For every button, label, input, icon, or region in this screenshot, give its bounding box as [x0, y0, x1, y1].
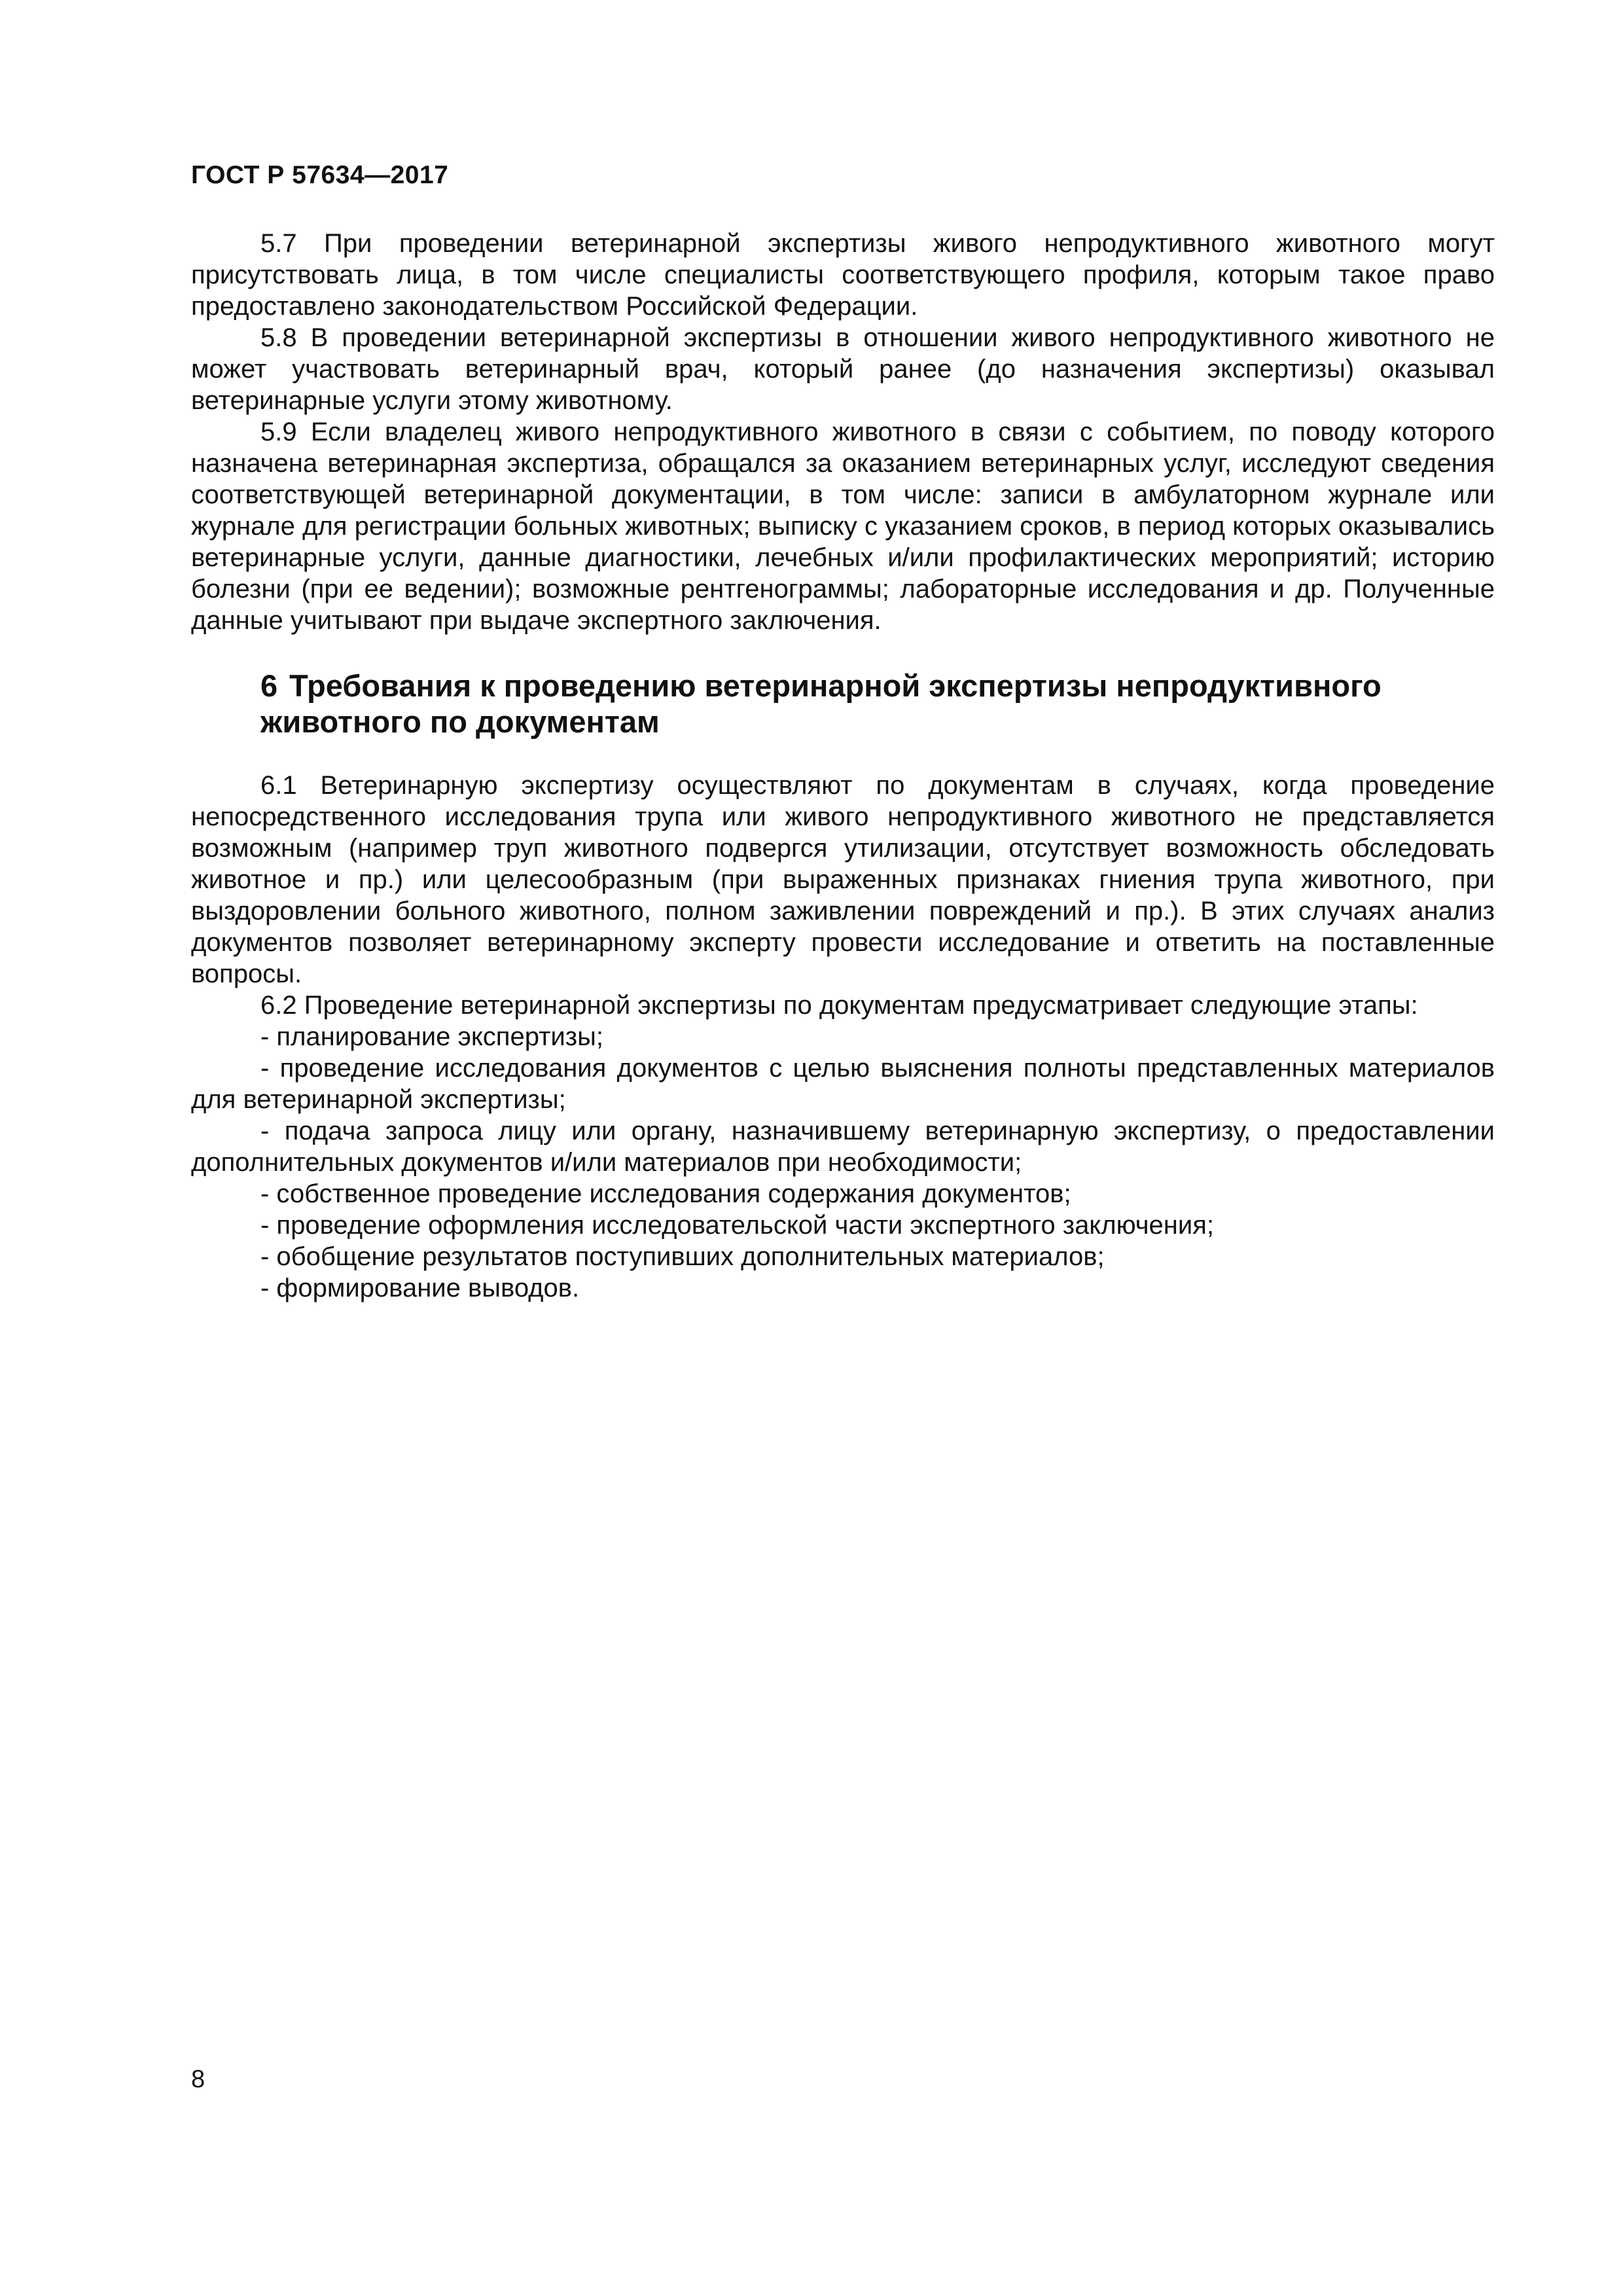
paragraph-5-8: 5.8 В проведении ветеринарной экспертизы в отношении живого непродуктивного животного не может участвовать ветеринарный врач, который ранее (до назначения экспертизы) оказывал ветеринарные услуги этому животному.	[191, 323, 1495, 415]
section-6-number: 6	[260, 668, 278, 703]
page-number: 8	[191, 2066, 205, 2093]
list-item: - подача запроса лицу или органу, назначившему ветеринарную экспертизу, о предоставлении дополнительных документов и/или материалов при необходимости;	[191, 1117, 1495, 1177]
stages-list	[191, 1021, 1495, 1304]
paragraph-6-2: 6.2 Проведение ветеринарной экспертизы по документам предусматривает следующие этапы:	[260, 991, 1418, 1020]
section-6-heading	[191, 668, 1495, 740]
list-item: - проведение оформления исследовательской части экспертного заключения;	[260, 1211, 1215, 1240]
paragraph-5-7: 5.7 При проведении ветеринарной экспертизы живого непродуктивного животного могут присутствовать лица, в том числе специалисты соответствующего профиля, которым такое право предоставлено законодательством Российской Федерации.	[191, 229, 1495, 321]
paragraph-6-1: 6.1 Ветеринарную экспертизу осуществляют по документам в случаях, когда проведение непосредственного исследования трупа или живого непродуктивного животного не представляется возможным (например труп животного подвергся утилизации, отсутствует возможность обследовать животное и пр.) или целесообразным (при выраженных признаках гниения трупа животного, при выздоровлении больного животного, полном заживлении повреждений и пр.). В этих случаях анализ документов позволяет ветеринарному эксперту провести исследование и ответить на поставленные вопросы.	[191, 771, 1495, 988]
document-header: ГОСТ Р 57634—2017	[191, 161, 449, 189]
list-item: - проведение исследования документов с целью выяснения полноты представленных материалов для ветеринарной экспертизы;	[191, 1054, 1495, 1114]
document-body	[191, 228, 1495, 1304]
list-item: - обобщение результатов поступивших дополнительных материалов;	[260, 1242, 1105, 1271]
list-item: - планирование экспертизы;	[260, 1022, 603, 1051]
section-6-title: Требования к проведению ветеринарной экспертизы непродуктивного животного по документам	[260, 668, 1382, 739]
list-item: - собственное проведение исследования содержания документов;	[260, 1179, 1071, 1208]
list-item: - формирование выводов.	[260, 1274, 580, 1302]
paragraph-5-9: 5.9 Если владелец живого непродуктивного животного в связи с событием, по поводу которого назначена ветеринарная экспертиза, обращался за оказанием ветеринарных услуг, исследуют сведения соответствующей ветеринарной документации, в том числе: записи в амбулаторном журнале или журнале для регистрации больных животных; выписку с указанием сроков, в период которых оказывались ветеринарные услуги, данные диагностики, лечебных и/или профилактических мероприятий; историю болезни (при ее ведении); возможные рентгенограммы; лабораторные исследования и др. Полученные данные учитывают при выдаче экспертного заключения.	[191, 418, 1495, 635]
